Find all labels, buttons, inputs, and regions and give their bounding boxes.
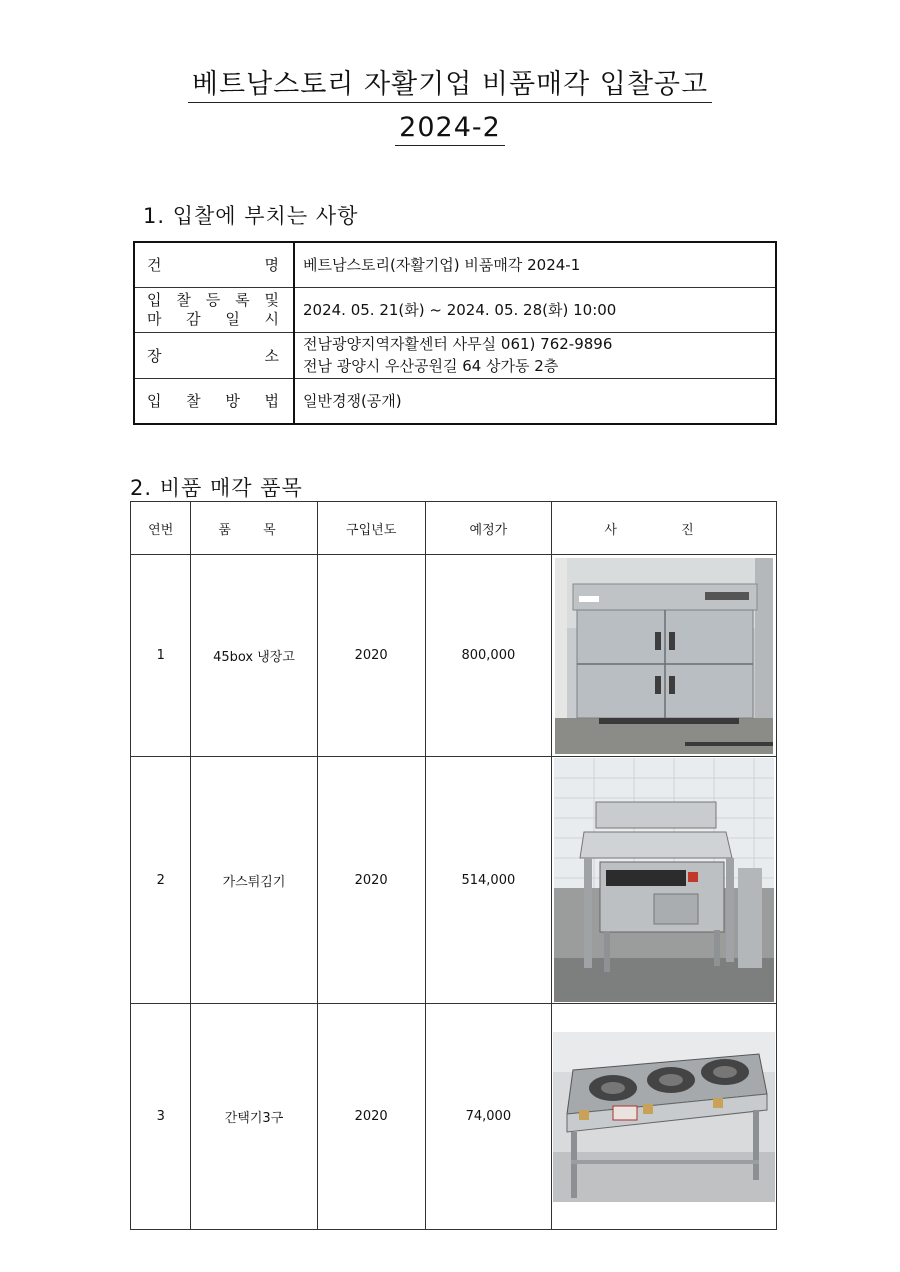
item-name: 가스튀김기	[191, 757, 317, 1004]
value-place-line2: 전남 광양시 우산공원길 64 상가동 2층	[303, 357, 559, 375]
value-name: 베트남스토리(자활기업) 비품매각 2024-1	[294, 242, 776, 287]
header-photo: 사 진	[552, 502, 777, 555]
header-price: 예정가	[425, 502, 551, 555]
item-photo-cell	[552, 555, 777, 757]
header-item: 품 목	[191, 502, 317, 555]
label-method: 입 찰 방 법	[134, 378, 294, 424]
table-row	[131, 757, 777, 1004]
item-photo-cell	[552, 1004, 777, 1230]
gas-fryer-photo	[554, 758, 774, 1002]
section-heading-bid-info: 1. 입찰에 부치는 사항	[143, 204, 359, 228]
bid-info-table	[133, 241, 777, 425]
item-name: 간택기3구	[191, 1004, 317, 1230]
item-no: 2	[131, 757, 191, 1004]
item-photo-cell	[552, 757, 777, 1004]
table-row	[131, 555, 777, 757]
item-no: 1	[131, 555, 191, 757]
document-title: 베트남스토리 자활기업 비품매각 입찰공고	[0, 62, 900, 101]
table-row	[131, 1004, 777, 1230]
label-period-line2: 마 감 일 시	[147, 309, 281, 328]
item-price: 514,000	[425, 757, 551, 1004]
item-price: 800,000	[425, 555, 551, 757]
label-name: 건 명	[134, 242, 294, 287]
item-year: 2020	[317, 555, 425, 757]
items-table	[130, 501, 777, 1230]
label-period-line1: 입 찰 등 록 및	[147, 290, 281, 309]
value-method: 일반경쟁(공개)	[294, 378, 776, 424]
item-name: 45box 냉장고	[191, 555, 317, 757]
header-no: 연번	[131, 502, 191, 555]
gas-stove-photo	[553, 1032, 775, 1202]
section-heading-items: 2. 비품 매각 품목	[130, 476, 303, 500]
value-period: 2024. 05. 21(화) ~ 2024. 05. 28(화) 10:00	[294, 287, 776, 332]
value-place	[294, 332, 776, 378]
value-place-line1: 전남광양지역자활센터 사무실 061) 762-9896	[303, 335, 613, 353]
label-period	[134, 287, 294, 332]
label-place: 장 소	[134, 332, 294, 378]
item-year: 2020	[317, 757, 425, 1004]
header-year: 구입년도	[317, 502, 425, 555]
item-no: 3	[131, 1004, 191, 1230]
refrigerator-photo	[555, 558, 773, 754]
item-price: 74,000	[425, 1004, 551, 1230]
item-year: 2020	[317, 1004, 425, 1230]
document-subtitle: 2024-2	[0, 112, 900, 143]
